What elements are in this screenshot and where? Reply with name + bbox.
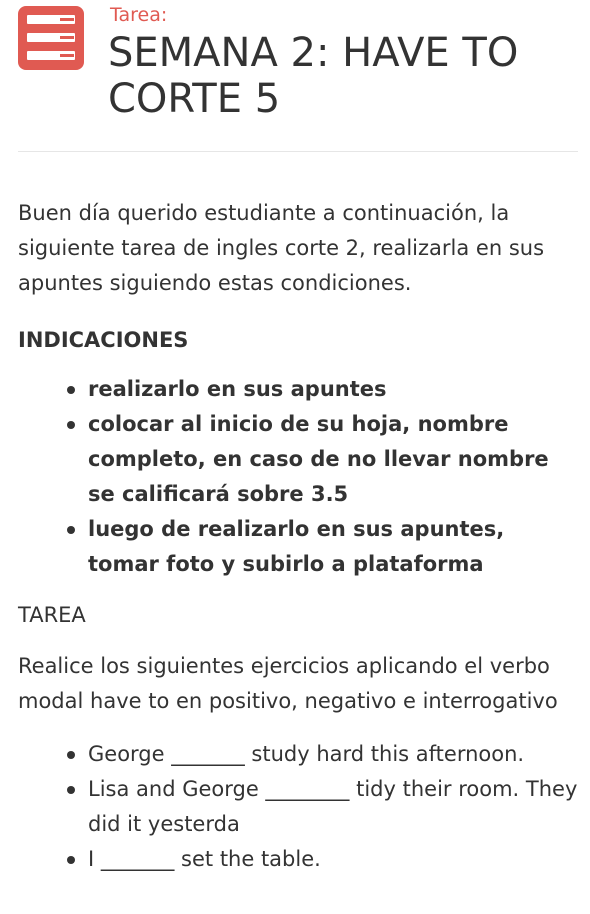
task-header xyxy=(0,0,590,152)
indications-list xyxy=(18,372,578,582)
task-kind-label: Tarea: xyxy=(110,4,168,26)
intro-text: Buen día querido estudiante a continuación, la siguiente tarea de ingles corte 2, realizarla en sus apuntes siguiendo estas condiciones. xyxy=(18,201,545,295)
exercises-list xyxy=(18,737,578,877)
page-title: SEMANA 2: HAVE TO CORTE 5 xyxy=(108,30,519,122)
list-item: George _______ study hard this afternoon. xyxy=(88,737,578,772)
assignment-list-icon xyxy=(18,6,84,70)
list-item: realizarlo en sus apuntes xyxy=(88,372,578,407)
task-content xyxy=(18,196,578,877)
list-item: Lisa and George ________ tidy their room. They did it yesterda xyxy=(88,772,578,842)
task-heading: TAREA xyxy=(18,603,86,627)
indications-heading: INDICACIONES xyxy=(18,328,189,352)
list-item: colocar al inicio de su hoja, nombre completo, en caso de no llevar nombre se calificará sobre 3.5 xyxy=(88,407,578,512)
list-item: I _______ set the table. xyxy=(88,842,578,877)
instructions-text: Realice los siguientes ejercicios aplicando el verbo modal have to en positivo, negativo e interrogativo xyxy=(18,654,558,713)
header-divider xyxy=(18,151,578,152)
list-item: luego de realizarlo en sus apuntes, tomar foto y subirlo a plataforma xyxy=(88,512,578,582)
